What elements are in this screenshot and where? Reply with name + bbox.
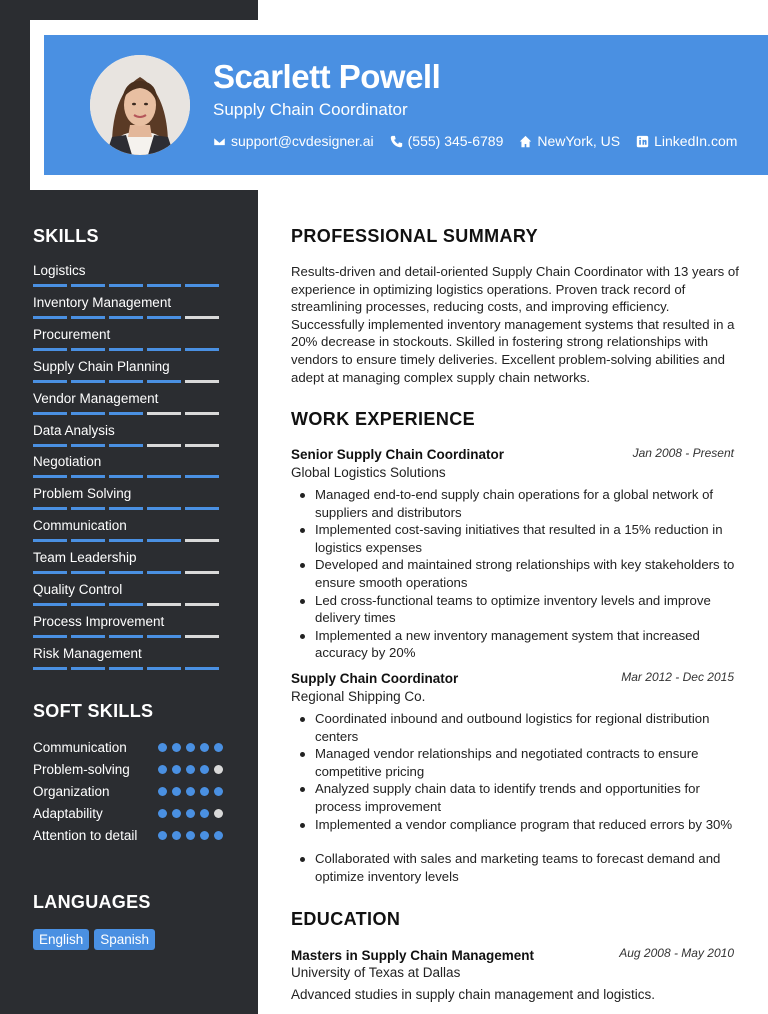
skill-level-segment — [109, 635, 143, 638]
rating-dot — [214, 831, 223, 840]
rating-dot — [186, 765, 195, 774]
linkedin-icon — [636, 135, 649, 148]
skill-level-segment — [109, 412, 143, 415]
rating-dot — [214, 787, 223, 796]
list-item: Implemented cost-saving initiatives that resulted in a 15% reduction in logistics expenses — [291, 521, 741, 556]
rating-dot — [200, 765, 209, 774]
skill-level-bar — [33, 571, 223, 574]
job-date: Mar 2012 - Dec 2015 — [621, 670, 734, 684]
skill-level-segment — [109, 348, 143, 351]
skill-level-bar — [33, 380, 223, 383]
list-item: Analyzed supply chain data to identify trends and opportunities for process improvement — [291, 780, 741, 815]
skill-level-segment — [71, 539, 105, 542]
skill-level-segment — [33, 603, 67, 606]
contact-email[interactable] — [213, 133, 374, 149]
education-date: Aug 2008 - May 2010 — [619, 946, 734, 960]
soft-skill-label: Problem-solving — [33, 762, 130, 777]
skill-item — [33, 454, 223, 478]
list-item: Managed vendor relationships and negotiated contracts to ensure competitive pricing — [291, 745, 741, 780]
list-item: Implemented a new inventory management system that increased accuracy by 20% — [291, 627, 741, 662]
rating-dot — [158, 809, 167, 818]
skill-level-segment — [147, 507, 181, 510]
skill-label: Inventory Management — [33, 294, 172, 310]
skill-item — [33, 614, 223, 638]
skill-level-bar — [33, 667, 223, 670]
rating-dot — [172, 743, 181, 752]
skill-level-segment — [33, 348, 67, 351]
soft-skill-item — [33, 739, 223, 757]
skill-level-segment — [109, 667, 143, 670]
skill-level-bar — [33, 507, 223, 510]
skill-level-segment — [33, 475, 67, 478]
skill-level-segment — [185, 539, 219, 542]
rating-dot — [158, 787, 167, 796]
skill-level-segment — [185, 316, 219, 319]
skill-level-bar — [33, 635, 223, 638]
skill-level-segment — [185, 507, 219, 510]
soft-skill-label: Communication — [33, 740, 127, 755]
summary-text: Results-driven and detail-oriented Supply Chain Coordinator with 13 years of experience in optimizing logistics operations. Proven track record of streamlining processes, reducing costs, and improving efficiency. Successfully implemented inventory management systems that resulted in a 20% decrease in stockouts. Skilled in fostering strong relationships with vendors to ensure timely deliveries. Excellent problem-solving abilities and adept at managing complex supply chain networks. — [291, 264, 739, 385]
location-text: NewYork, US — [537, 133, 621, 149]
skill-item — [33, 327, 223, 351]
list-item: Managed end-to-end supply chain operations for a global network of suppliers and distributors — [291, 486, 741, 521]
skill-label: Data Analysis — [33, 422, 115, 438]
skill-level-segment — [109, 284, 143, 287]
skill-level-bar — [33, 539, 223, 542]
summary-heading: PROFESSIONAL SUMMARY — [291, 226, 539, 246]
skill-item — [33, 646, 223, 670]
job-bullets — [291, 710, 741, 885]
skill-level-segment — [71, 412, 105, 415]
skill-level-segment — [147, 380, 181, 383]
home-icon — [519, 135, 532, 148]
contact-linkedin[interactable] — [636, 133, 737, 149]
soft-skill-item — [33, 827, 223, 845]
education-heading: EDUCATION — [291, 909, 401, 929]
skill-level-segment — [147, 539, 181, 542]
skill-level-segment — [33, 635, 67, 638]
rating-dot — [172, 831, 181, 840]
soft-skill-item — [33, 783, 223, 801]
list-item: Coordinated inbound and outbound logistics for regional distribution centers — [291, 710, 741, 745]
rating-dot — [172, 809, 181, 818]
skill-label: Negotiation — [33, 454, 102, 470]
skill-level-segment — [109, 539, 143, 542]
skill-level-segment — [71, 348, 105, 351]
skill-level-segment — [185, 475, 219, 478]
phone-icon — [390, 135, 403, 148]
contact-bar — [213, 133, 737, 149]
skill-level-segment — [71, 667, 105, 670]
skill-item — [33, 263, 223, 287]
degree-title: Masters in Supply Chain Management — [291, 948, 535, 963]
skill-level-segment — [33, 444, 67, 447]
skill-item — [33, 391, 223, 415]
language-badge: Spanish — [94, 929, 155, 950]
rating-dot — [186, 809, 195, 818]
rating-dot — [214, 809, 223, 818]
rating-dot — [200, 831, 209, 840]
skill-level-segment — [109, 571, 143, 574]
skill-level-segment — [33, 284, 67, 287]
rating-dot — [200, 809, 209, 818]
skill-level-segment — [109, 507, 143, 510]
list-item: Developed and maintained strong relationships with key stakeholders to ensure smooth operations — [291, 556, 741, 591]
skill-level-segment — [185, 284, 219, 287]
skill-level-segment — [33, 316, 67, 319]
rating-dot — [214, 743, 223, 752]
envelope-icon — [213, 135, 226, 148]
skill-label: Communication — [33, 518, 127, 534]
skill-item — [33, 582, 223, 606]
rating-dot — [158, 831, 167, 840]
rating-dot — [214, 765, 223, 774]
skill-level-segment — [33, 412, 67, 415]
list-item: Implemented a vendor compliance program that reduced errors by 30% — [291, 816, 741, 834]
soft-skill-rating — [158, 787, 223, 796]
contact-location — [519, 133, 620, 149]
email-text: support@cvdesigner.ai — [231, 133, 374, 149]
soft-skill-item — [33, 805, 223, 823]
rating-dot — [200, 743, 209, 752]
education-description: Advanced studies in supply chain management and logistics. — [291, 987, 655, 1002]
skill-item — [33, 295, 223, 319]
rating-dot — [186, 787, 195, 796]
languages-list — [33, 929, 155, 950]
skill-level-segment — [71, 475, 105, 478]
skill-level-segment — [185, 380, 219, 383]
skill-item — [33, 550, 223, 574]
skill-label: Supply Chain Planning — [33, 358, 170, 374]
skill-level-segment — [185, 444, 219, 447]
skill-level-segment — [109, 603, 143, 606]
skill-level-segment — [185, 571, 219, 574]
list-item: Led cross-functional teams to optimize inventory levels and improve delivery times — [291, 592, 741, 627]
skill-level-bar — [33, 284, 223, 287]
skill-level-segment — [71, 380, 105, 383]
skill-level-segment — [109, 380, 143, 383]
skill-level-segment — [71, 444, 105, 447]
skill-item — [33, 359, 223, 383]
skill-level-segment — [33, 539, 67, 542]
skill-level-segment — [71, 603, 105, 606]
skill-level-segment — [147, 603, 181, 606]
language-badge: English — [33, 929, 89, 950]
skill-level-segment — [185, 635, 219, 638]
rating-dot — [172, 765, 181, 774]
skill-level-bar — [33, 603, 223, 606]
experience-heading: WORK EXPERIENCE — [291, 409, 476, 429]
skill-level-segment — [147, 475, 181, 478]
skill-level-segment — [185, 603, 219, 606]
soft-skill-label: Adaptability — [33, 806, 103, 821]
rating-dot — [186, 831, 195, 840]
rating-dot — [158, 765, 167, 774]
soft-skill-label: Attention to detail — [33, 828, 138, 843]
skill-level-segment — [71, 571, 105, 574]
skill-level-segment — [71, 284, 105, 287]
skill-level-bar — [33, 316, 223, 319]
school-name: University of Texas at Dallas — [291, 965, 461, 980]
skill-level-segment — [147, 284, 181, 287]
skill-label: Process Improvement — [33, 613, 165, 629]
skill-level-segment — [147, 348, 181, 351]
skill-level-segment — [71, 507, 105, 510]
job-date: Jan 2008 - Present — [632, 446, 734, 460]
skill-level-segment — [71, 316, 105, 319]
soft-skill-item — [33, 761, 223, 779]
skill-label: Vendor Management — [33, 390, 159, 406]
skill-label: Risk Management — [33, 645, 142, 661]
skill-label: Procurement — [33, 326, 111, 342]
list-item: Collaborated with sales and marketing teams to forecast demand and optimize inventory levels — [291, 850, 741, 885]
skill-level-bar — [33, 444, 223, 447]
skill-level-segment — [147, 571, 181, 574]
skill-level-bar — [33, 475, 223, 478]
skill-level-segment — [33, 571, 67, 574]
skill-label: Quality Control — [33, 582, 123, 597]
job-company: Global Logistics Solutions — [291, 465, 446, 480]
soft-skill-rating — [158, 743, 223, 752]
languages-heading: LANGUAGES — [33, 892, 151, 912]
skill-level-segment — [109, 316, 143, 319]
skill-level-segment — [147, 412, 181, 415]
skills-heading: SKILLS — [33, 226, 99, 246]
job-company: Regional Shipping Co. — [291, 689, 426, 704]
rating-dot — [200, 787, 209, 796]
contact-phone[interactable] — [390, 133, 504, 149]
soft-skill-rating — [158, 831, 223, 840]
skill-level-segment — [33, 380, 67, 383]
skill-level-segment — [147, 316, 181, 319]
job-bullets — [291, 486, 741, 662]
skill-label: Team Leadership — [33, 550, 137, 566]
linkedin-text: LinkedIn.com — [654, 133, 738, 149]
skill-item — [33, 423, 223, 447]
soft-skill-rating — [158, 809, 223, 818]
skill-level-segment — [147, 667, 181, 670]
candidate-role: Supply Chain Coordinator — [213, 100, 408, 119]
rating-dot — [158, 743, 167, 752]
rating-dot — [172, 787, 181, 796]
skill-level-segment — [185, 667, 219, 670]
skill-level-bar — [33, 348, 223, 351]
skill-item — [33, 518, 223, 542]
soft-skill-rating — [158, 765, 223, 774]
candidate-name: Scarlett Powell — [213, 58, 441, 95]
skill-level-segment — [109, 444, 143, 447]
phone-text: (555) 345-6789 — [407, 133, 504, 149]
skill-level-segment — [33, 507, 67, 510]
job-title: Senior Supply Chain Coordinator — [291, 447, 505, 462]
skill-level-segment — [185, 412, 219, 415]
skill-level-segment — [147, 444, 181, 447]
skill-label: Logistics — [33, 263, 86, 278]
skill-label: Problem Solving — [33, 486, 132, 502]
skill-level-segment — [185, 348, 219, 351]
soft-skill-label: Organization — [33, 784, 110, 799]
skill-level-segment — [109, 475, 143, 478]
skill-item — [33, 486, 223, 510]
avatar — [90, 55, 190, 155]
rating-dot — [186, 743, 195, 752]
skill-level-segment — [71, 635, 105, 638]
skill-level-segment — [147, 635, 181, 638]
skill-level-segment — [33, 667, 67, 670]
skill-level-bar — [33, 412, 223, 415]
job-title: Supply Chain Coordinator — [291, 671, 459, 686]
soft-skills-heading: SOFT SKILLS — [33, 701, 154, 721]
